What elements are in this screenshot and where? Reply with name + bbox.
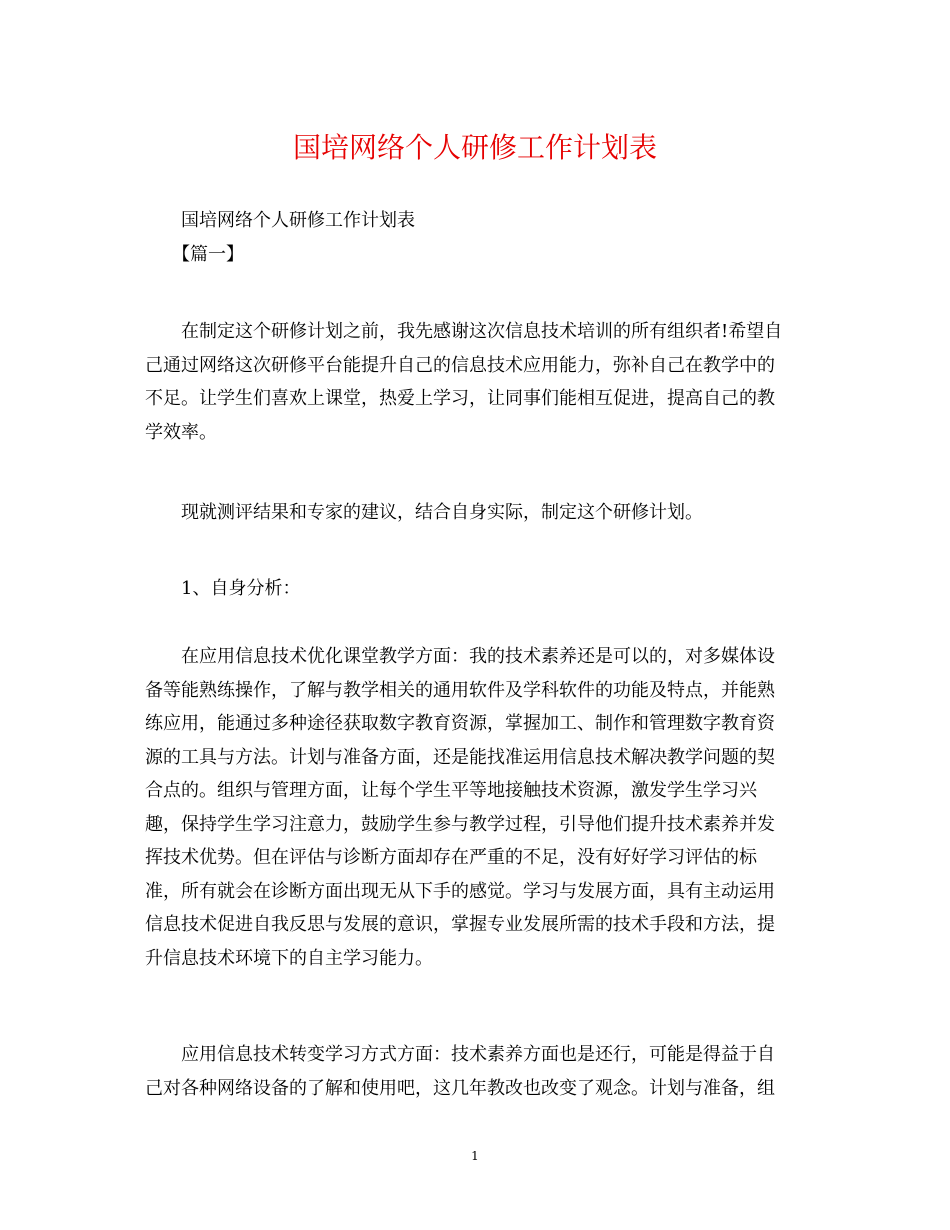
paragraph-line: 练应用，能通过多种途径获取数字教育资源，掌握加工、制作和管理数字教育资 [145,713,775,734]
paragraph-intro [145,315,805,449]
paragraph-line: 信息技术促进自我反思与发展的意识，掌握专业发展所需的技术手段和方法，提 [145,914,775,935]
paragraph-line: 挥技术优势。但在评估与诊断方面却存在严重的不足，没有好好学习评估的标 [145,847,757,868]
section-label: 【篇一】 [172,244,244,265]
paragraph-plan-basis [145,496,805,530]
paragraph-line: 应用信息技术转变学习方式方面：技术素养方面也是还行，可能是得益于自 [181,1044,775,1065]
paragraph-line: 己通过网络这次研修平台能提升自己的信息技术应用能力，弥补自己在教学中的 [145,354,775,376]
paragraph-line: 学效率。 [145,421,217,443]
paragraph-line: 合点的。组织与管理方面，让每个学生平等地接触技术资源，激发学生学习兴 [145,780,757,801]
paragraph-line: 升信息技术环境下的自主学习能力。 [145,947,433,969]
paragraph-line: 备等能熟练操作，了解与教学相关的通用软件及学科软件的功能及特点，并能熟 [145,679,775,701]
paragraph-line: 在制定这个研修计划之前，我先感谢这次信息技术培训的所有组织者!希望自 [181,321,783,342]
document-title: 国培网络个人研修工作计划表 [292,131,657,164]
paragraph-line: 1、自身分析： [181,578,301,599]
paragraph-classroom-optimization [145,640,805,975]
document-subtitle: 国培网络个人研修工作计划表 [181,210,415,231]
paragraph-line: 在应用信息技术优化课堂教学方面：我的技术素养还是可以的，对多媒体设 [181,646,775,667]
paragraph-line: 源的工具与方法。计划与准备方面，还是能找准运用信息技术解决教学问题的契 [145,746,775,768]
paragraph-line: 准，所有就会在诊断方面出现无从下手的感觉。学习与发展方面，具有主动运用 [145,880,775,902]
page-number: 1 [471,1149,479,1163]
heading-self-analysis [145,572,805,606]
paragraph-line: 现就测评结果和专家的建议，结合自身实际，制定这个研修计划。 [181,502,703,523]
paragraph-line: 不足。让学生们喜欢上课堂，热爱上学习，让同事们能相互促进，提高自己的教 [145,388,775,409]
paragraph-line: 己对各种网络设备的了解和使用吧，这几年教改也改变了观念。计划与准备，组 [145,1077,775,1099]
paragraph-line: 趣，保持学生学习注意力，鼓励学生参与教学过程，引导他们提升技术素养并发 [145,813,775,835]
paragraph-learning-methods [145,1038,805,1105]
